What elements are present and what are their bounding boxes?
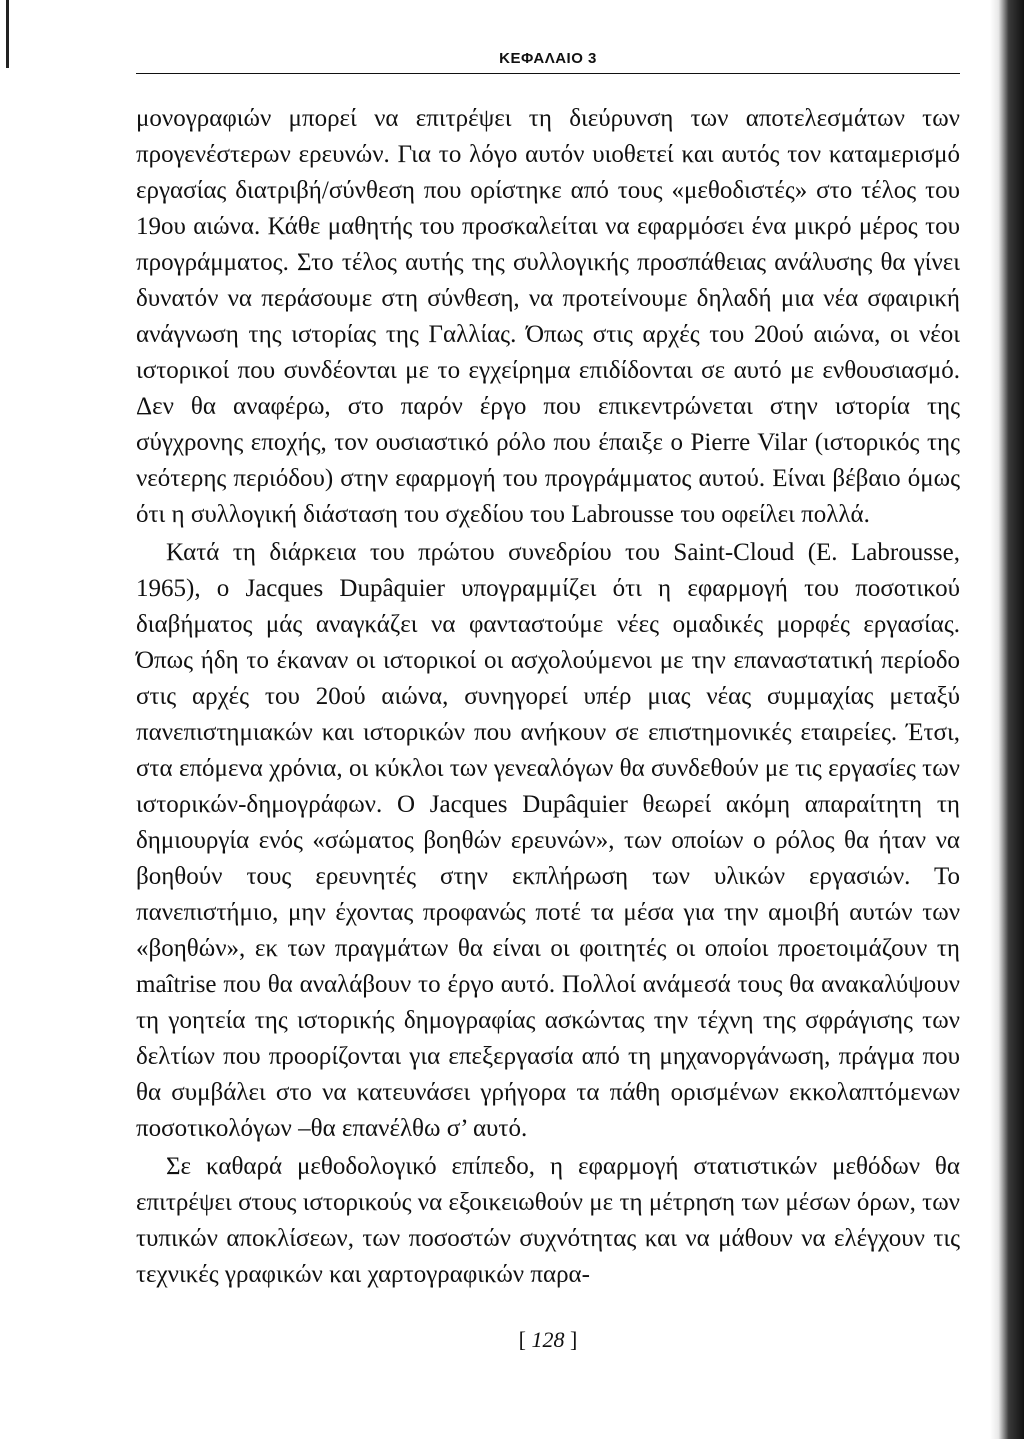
paragraph-saint-cloud: Κατά τη διάρκεια του πρώτου συνεδρίου του Saint-Cloud (E. Labrousse, 1965), ο Jacques Dupâquier υπογραμμίζει ότι η εφαρμογή του ποσοτικού διαβήματος μάς αναγκάζει να φανταστούμε νέες ομαδικές μορφές εργασίας. Όπως ήδη το έκαναν οι ιστορικοί οι ασχολούμενοι με την επαναστατική περίοδο στις αρχές του 20ού αιώνα, συνηγορεί υπέρ μιας νέας συμμαχίας μεταξύ πανεπιστημιακών και ιστορικών που ανήκουν σε επιστημονικές εταιρείες. Έτσι, στα επόμενα χρόνια, οι κύκλοι των γενεαλόγων θα συνδεθούν με τις εργασίες των ιστορικών-δημογράφων. Ο Jacques Dupâquier θεωρεί ακόμη απαραίτητη τη δημιουργία ενός «σώματος βοηθών ερευνών», των οποίων ο ρόλος θα ήταν να βοηθούν τους ερευνητές στην εκπλήρωση των υλικών εργασιών. Το πανεπιστήμιο, μην έχοντας προφανώς ποτέ τα μέσα για την αμοιβή αυτών των «βοηθών», εκ των πραγμάτων θα είναι οι φοιτητές οι οποίοι προετοιμάζουν τη maîtrise που θα αναλάβουν το έργο αυτό. Πολλοί ανάμεσά τους θα ανακαλύψουν τη γοητεία της ιστορικής δημογραφίας ασκώντας την τέχνη της σφράγισης των δελτίων που προορίζονται για επεξεργασία από τη μηχανοργάνωση, πράγμα που θα συμβάλει στο να κατευνάσει γρήγορα τα πάθη ορισμένων εκκολαπτόμενων ποσοτικολόγων –θα επανέλθω σ’ αυτό. [136,539,960,1142]
page-number: 128 [531,1327,565,1352]
header-rule [136,73,960,74]
running-head: ΚΕΦΑΛΑΙΟ 3 [499,50,597,67]
scan-edge-left [6,0,9,68]
folio-close-bracket: ] [570,1327,578,1352]
page-folio [136,1327,960,1353]
paragraph-methodology: Σε καθαρά μεθοδολογικό επίπεδο, η εφαρμογή στατιστικών μεθόδων θα επιτρέψει στους ιστορικούς να εξοικειωθούν με τη μέτρηση των μέσων όρων, των τυπικών αποκλίσεων, των ποσοστών συχνότητας και να μάθουν να ελέγχουν τις τεχνικές γραφικών και χαρτογραφικών παρα- [136,1153,960,1288]
body-text [136,101,960,1293]
scan-edge-right [990,0,1024,1439]
folio-open-bracket: [ [518,1327,526,1352]
paragraph-continued: μονογραφιών μπορεί να επιτρέψει τη διεύρυνση των αποτελεσμάτων των προγενέστερων ερευνών. Για το λόγο αυτόν υιοθετεί και αυτός τον καταμερισμό εργασίας διατριβή/σύνθεση που ορίστηκε από τους «μεθοδιστές» στο τέλος του 19ου αιώνα. Κάθε μαθητής του προσκαλείται να εφαρμόσει ένα μικρό μέρος του προγράμματος. Στο τέλος αυτής της συλλογικής προσπάθειας ανάλυσης θα γίνει δυνατόν να περάσουμε στη σύνθεση, να προτείνουμε δηλαδή μια νέα σφαιρική ανάγνωση της ιστορίας της Γαλλίας. Όπως στις αρχές του 20ού αιώνα, οι νέοι ιστορικοί που συνδέονται με το εγχείρημα επιδίδονται σε αυτό με ενθουσιασμό. Δεν θα αναφέρω, στο παρόν έργο που επικεντρώνεται στην ιστορία της σύγχρονης εποχής, τον ουσιαστικό ρόλο που έπαιξε ο Pierre Vilar (ιστορικός της νεότερης περιόδου) στην εφαρμογή του προγράμματος αυτού. Είναι βέβαιο όμως ότι η συλλογική διάσταση του σχεδίου του Labrousse του οφείλει πολλά. [136,105,960,528]
